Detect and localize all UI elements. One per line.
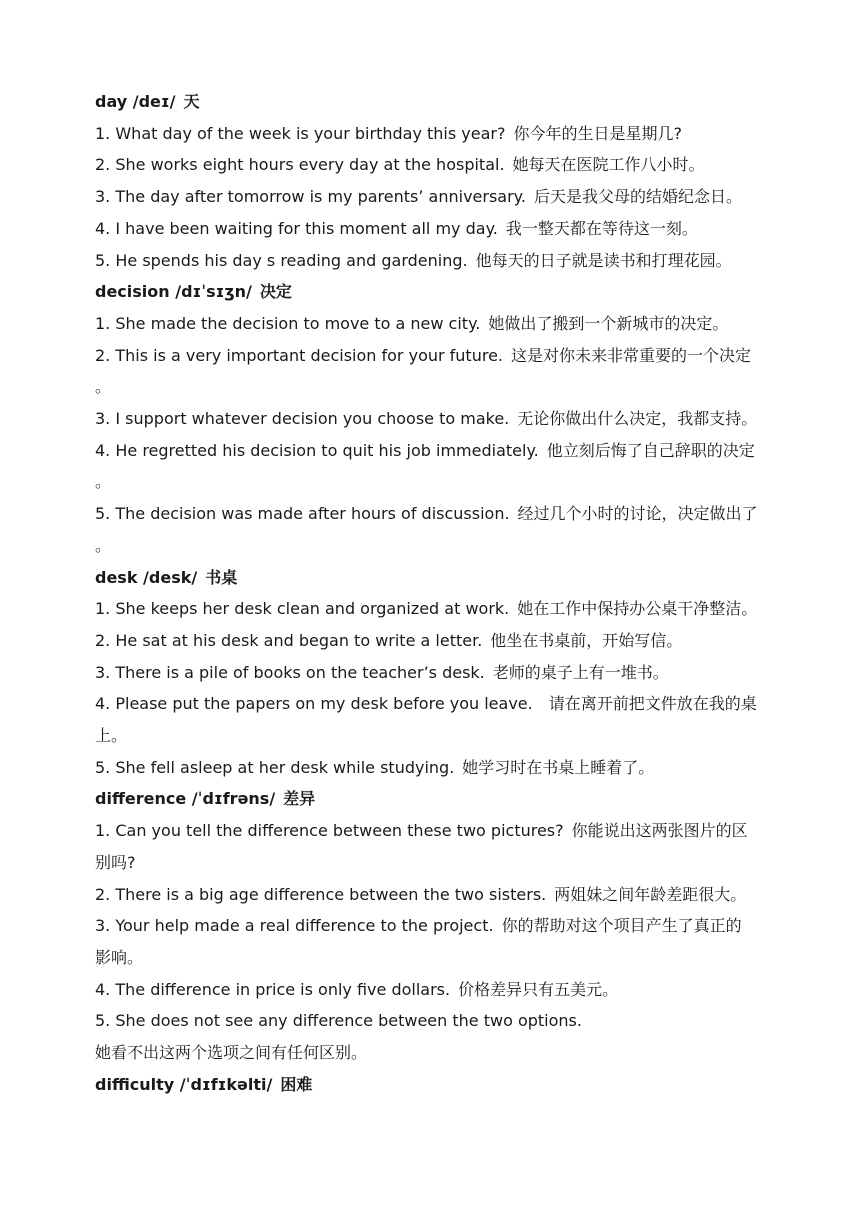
example-zh: 你今年的生日是星期几? bbox=[513, 123, 682, 143]
example-sentence bbox=[95, 213, 775, 245]
example-sentence bbox=[95, 657, 775, 689]
headword: difficulty /ˈdɪfɪkəlti/ bbox=[95, 1074, 273, 1094]
example-en: 5. The decision was made after hours of discussion. bbox=[95, 504, 510, 524]
example-continuation: 影响。 bbox=[95, 947, 144, 967]
example-zh: 无论你做出什么决定，我都支持。 bbox=[517, 409, 758, 429]
entry-heading bbox=[95, 783, 775, 815]
example-sentence bbox=[95, 403, 775, 435]
example-sentence bbox=[95, 435, 775, 467]
example-zh: 你的帮助对这个项目产生了真正的 bbox=[501, 916, 742, 936]
example-en: 4. I have been waiting for this moment all my day. bbox=[95, 218, 498, 238]
headword: day /deɪ/ bbox=[95, 92, 176, 111]
example-sentence bbox=[95, 149, 775, 181]
example-en: 1. What day of the week is your birthday this year? bbox=[95, 123, 506, 143]
example-sentence bbox=[95, 910, 775, 942]
example-sentence bbox=[95, 625, 775, 657]
example-en: 1. Can you tell the difference between these two pictures? bbox=[95, 821, 564, 841]
headword-meaning: 天 bbox=[183, 92, 200, 111]
example-zh: 两姐妹之间年龄差距很大。 bbox=[554, 884, 747, 904]
example-sentence bbox=[95, 1005, 775, 1037]
headword: decision /dɪˈsɪʒn/ bbox=[95, 282, 252, 302]
example-sentence bbox=[95, 308, 775, 340]
headword: desk /desk/ bbox=[95, 567, 198, 587]
example-en: 5. She fell asleep at her desk while studying. bbox=[95, 757, 455, 777]
example-en: 3. There is a pile of books on the teacher’s desk. bbox=[95, 662, 485, 682]
example-continuation: 她看不出这两个选项之间有任何区别。 bbox=[95, 1043, 368, 1063]
example-sentence bbox=[95, 181, 775, 213]
example-sentence bbox=[95, 118, 775, 150]
headword: difference /ˈdɪfrəns/ bbox=[95, 789, 276, 809]
example-zh: 你能说出这两张图片的区 bbox=[571, 821, 748, 841]
example-continuation: 别吗? bbox=[95, 852, 136, 872]
example-sentence bbox=[95, 815, 775, 847]
example-continuation: 上。 bbox=[95, 726, 128, 746]
example-zh: 他立刻后悔了自己辞职的决定 bbox=[546, 440, 755, 460]
example-zh: 他坐在书桌前，开始写信。 bbox=[490, 630, 683, 650]
entry-heading bbox=[95, 276, 775, 308]
example-en: 3. Your help made a real difference to the project. bbox=[95, 916, 494, 936]
headword-meaning: 决定 bbox=[259, 282, 292, 302]
example-sentence bbox=[95, 498, 775, 530]
example-en: 2. He sat at his desk and began to write a letter. bbox=[95, 630, 483, 650]
example-zh: 她学习时在书桌上睡着了。 bbox=[462, 757, 655, 777]
example-continuation: 。 bbox=[95, 472, 112, 492]
example-sentence bbox=[95, 688, 775, 720]
example-zh: 后天是我父母的结婚纪念日。 bbox=[533, 187, 742, 207]
example-continuation: 。 bbox=[95, 377, 112, 397]
example-zh: 她做出了搬到一个新城市的决定。 bbox=[488, 313, 729, 333]
entry-heading bbox=[95, 1069, 775, 1101]
example-zh: 老师的桌子上有一堆书。 bbox=[492, 662, 669, 682]
example-zh: 请在离开前把文件放在我的桌 bbox=[548, 694, 757, 714]
example-zh: 她在工作中保持办公桌干净整洁。 bbox=[517, 599, 758, 619]
headword-meaning: 书桌 bbox=[205, 567, 238, 587]
example-sentence bbox=[95, 340, 775, 372]
example-en: 3. The day after tomorrow is my parents’ anniversary. bbox=[95, 187, 526, 207]
example-en: 2. There is a big age difference between the two sisters. bbox=[95, 884, 547, 904]
entry-heading bbox=[95, 562, 775, 594]
example-en: 4. The difference in price is only five dollars. bbox=[95, 979, 451, 999]
example-zh: 这是对你未来非常重要的一个决定 bbox=[511, 345, 752, 365]
example-sentence bbox=[95, 974, 775, 1006]
example-en: 2. This is a very important decision for your future. bbox=[95, 345, 503, 365]
example-en: 2. She works eight hours every day at the hospital. bbox=[95, 155, 505, 175]
example-zh: 我一整天都在等待这一刻。 bbox=[505, 218, 698, 238]
vocabulary-page bbox=[95, 86, 775, 1101]
example-en: 5. He spends his day s reading and gardening. bbox=[95, 250, 468, 270]
example-en: 4. Please put the papers on my desk before you leave. bbox=[95, 694, 533, 714]
entry-heading bbox=[95, 86, 775, 118]
example-en: 4. He regretted his decision to quit his job immediately. bbox=[95, 440, 539, 460]
example-en: 1. She keeps her desk clean and organized at work. bbox=[95, 599, 510, 619]
example-en: 5. She does not see any difference between the two options. bbox=[95, 1011, 582, 1031]
example-zh: 价格差异只有五美元。 bbox=[458, 979, 619, 999]
example-zh: 他每天的日子就是读书和打理花园。 bbox=[475, 250, 732, 270]
example-sentence bbox=[95, 879, 775, 911]
example-en: 3. I support whatever decision you choose to make. bbox=[95, 409, 510, 429]
example-zh: 她每天在医院工作八小时。 bbox=[512, 155, 705, 175]
headword-meaning: 差异 bbox=[283, 789, 316, 809]
headword-meaning: 困难 bbox=[280, 1074, 313, 1094]
example-sentence bbox=[95, 752, 775, 784]
example-sentence bbox=[95, 245, 775, 277]
example-continuation: 。 bbox=[95, 535, 112, 555]
example-zh: 经过几个小时的讨论，决定做出了 bbox=[517, 504, 758, 524]
example-sentence bbox=[95, 593, 775, 625]
example-en: 1. She made the decision to move to a new city. bbox=[95, 313, 481, 333]
